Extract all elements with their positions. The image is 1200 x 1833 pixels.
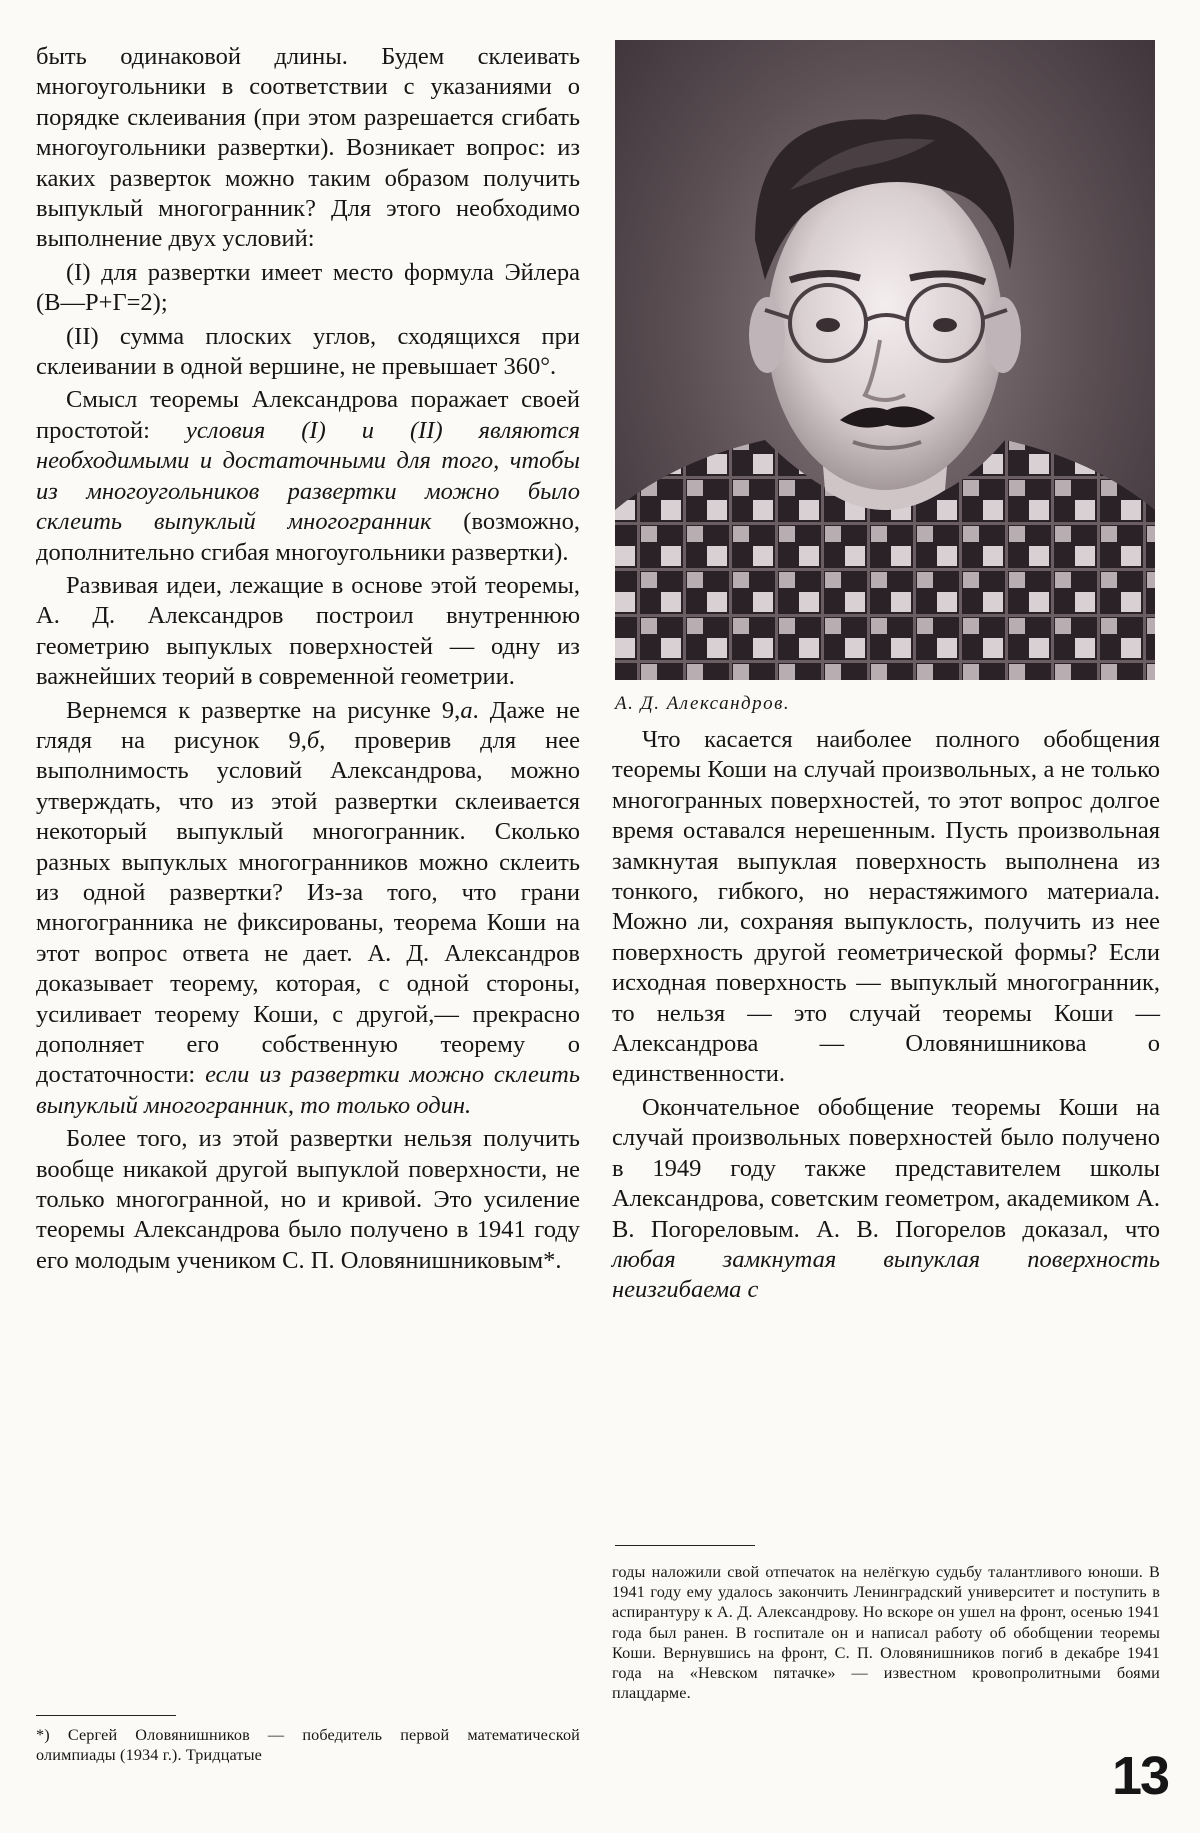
left-column bbox=[36, 42, 580, 1276]
footnote-divider-right bbox=[615, 1545, 755, 1546]
right-column bbox=[612, 725, 1160, 1306]
paragraph: быть одинаковой длины. Будем склеивать многоугольники в соответствии с указаниями о порядке склеивания (при этом разрешается сгибать многоугольники развертки). Возникает вопрос: из каких разверток можно таким образом получить выпуклый многогранник? Для этого необходимо выполнение двух условий: bbox=[36, 43, 580, 253]
paragraph: Вернемся к развертке на рисунке 9,а. Даже не глядя на рисунок 9,б, проверив для нее выполнимость условий Александрова, можно утверждать, что из этой развертки склеивается некоторый выпуклый многогранник. Сколько разных выпуклых многогранников можно склеить из одной развертки? Из-за того, что грани многогранника не фиксированы, теорема Коши на этот вопрос ответа не дает. А. Д. Александров доказывает теорему, которая, с одной стороны, усиливает теорему Коши, с другой,— прекрасно дополняет его собственную теорему о достаточности: если из развертки можно склеить выпуклый многогранник, то только один. bbox=[36, 696, 580, 1119]
footnote-left: *) Сергей Оловянишников — победитель первой математической олимпиады (1934 г.). Тридцатые bbox=[36, 1726, 580, 1765]
footnote-divider-left bbox=[36, 1715, 176, 1716]
paragraph: Что касается наиболее полного обобщения теоремы Коши на случай произвольных, а не только многогранных поверхностей, то этот вопрос долгое время оставался нерешенным. Пусть произвольная замкнутая выпуклая поверхность выполнена из тонкого, гибкого, но нерастяжимого материала. Можно ли, сохраняя выпуклость, получить из нее поверхность другой геометрической формы? Если исходная поверхность — выпуклый многогранник, то нельзя — это случай теоремы Коши — Александрова — Оловянишникова о единственности. bbox=[612, 726, 1160, 1088]
pogorelov-statement: любая замкнутая выпуклая поверхность неизгибаема с bbox=[612, 1245, 1160, 1304]
theorem-paragraph: Смысл теоремы Александрова поражает своей простотой: условия (I) и (II) являются необходимыми и достаточными для того, чтобы из многоугольников развертки можно было склеить выпуклый многогранник (возможно, дополнительно сгибая многоугольники развертки). bbox=[36, 386, 581, 566]
paragraph: Более того, из этой развертки нельзя получить вообще никакой другой выпуклой поверхности, не только многогранной, но и кривой. Это усиление теоремы Александрова было получено в 1941 году его молодым учеником С. П. Оловянишниковым*. bbox=[36, 1125, 580, 1274]
portrait-illustration bbox=[615, 40, 1155, 680]
footnote-right: годы наложили свой отпечаток на нелёгкую судьбу талантливого юноши. В 1941 году ему удалось закончить Ленинградский университет и поступить в аспирантуру к А. Д. Александрову. Но вскоре он ушел на фронт, осенью 1941 года был ранен. В госпитале он и написал работу об обобщении теоремы Коши. Вернувшись на фронт, С. П. Оловянишников погиб в декабре 1941 года на «Невском пятачке» — известном кровопролитными боями плацдарме. bbox=[612, 1563, 1160, 1703]
theorem-statement: условия (I) и (II) являются необходимыми и достаточными для того, чтобы из многоугольников развертки можно было склеить выпуклый многогранник bbox=[36, 416, 580, 536]
photo-caption: А. Д. Александров. bbox=[615, 693, 791, 714]
paragraph: Окончательное обобщение теоремы Коши на случай произвольных поверхностей было получено в 1949 году также представителем школы Александрова, советским геометром, академиком А. В. Погореловым. А. В. Погорелов доказал, что любая замкнутая выпуклая поверхность неизгибаема с bbox=[612, 1093, 1160, 1304]
paragraph: Развивая идеи, лежащие в основе этой теоремы, А. Д. Александров построил внутреннюю геометрию выпуклых поверхностей — одну из важнейших теорий в современной геометрии. bbox=[36, 571, 580, 691]
condition-2: (II) сумма плоских углов, сходящихся при склеивании в одной вершине, не превышает 360°. bbox=[36, 322, 580, 381]
page-number: 13 bbox=[1112, 1746, 1169, 1806]
condition-1: (I) для развертки имеет место формула Эйлера (В—Р+Г=2); bbox=[36, 258, 580, 317]
uniqueness-statement: если из развертки можно склеить выпуклый многогранник, то только один. bbox=[36, 1061, 580, 1119]
portrait-photo bbox=[615, 40, 1155, 680]
